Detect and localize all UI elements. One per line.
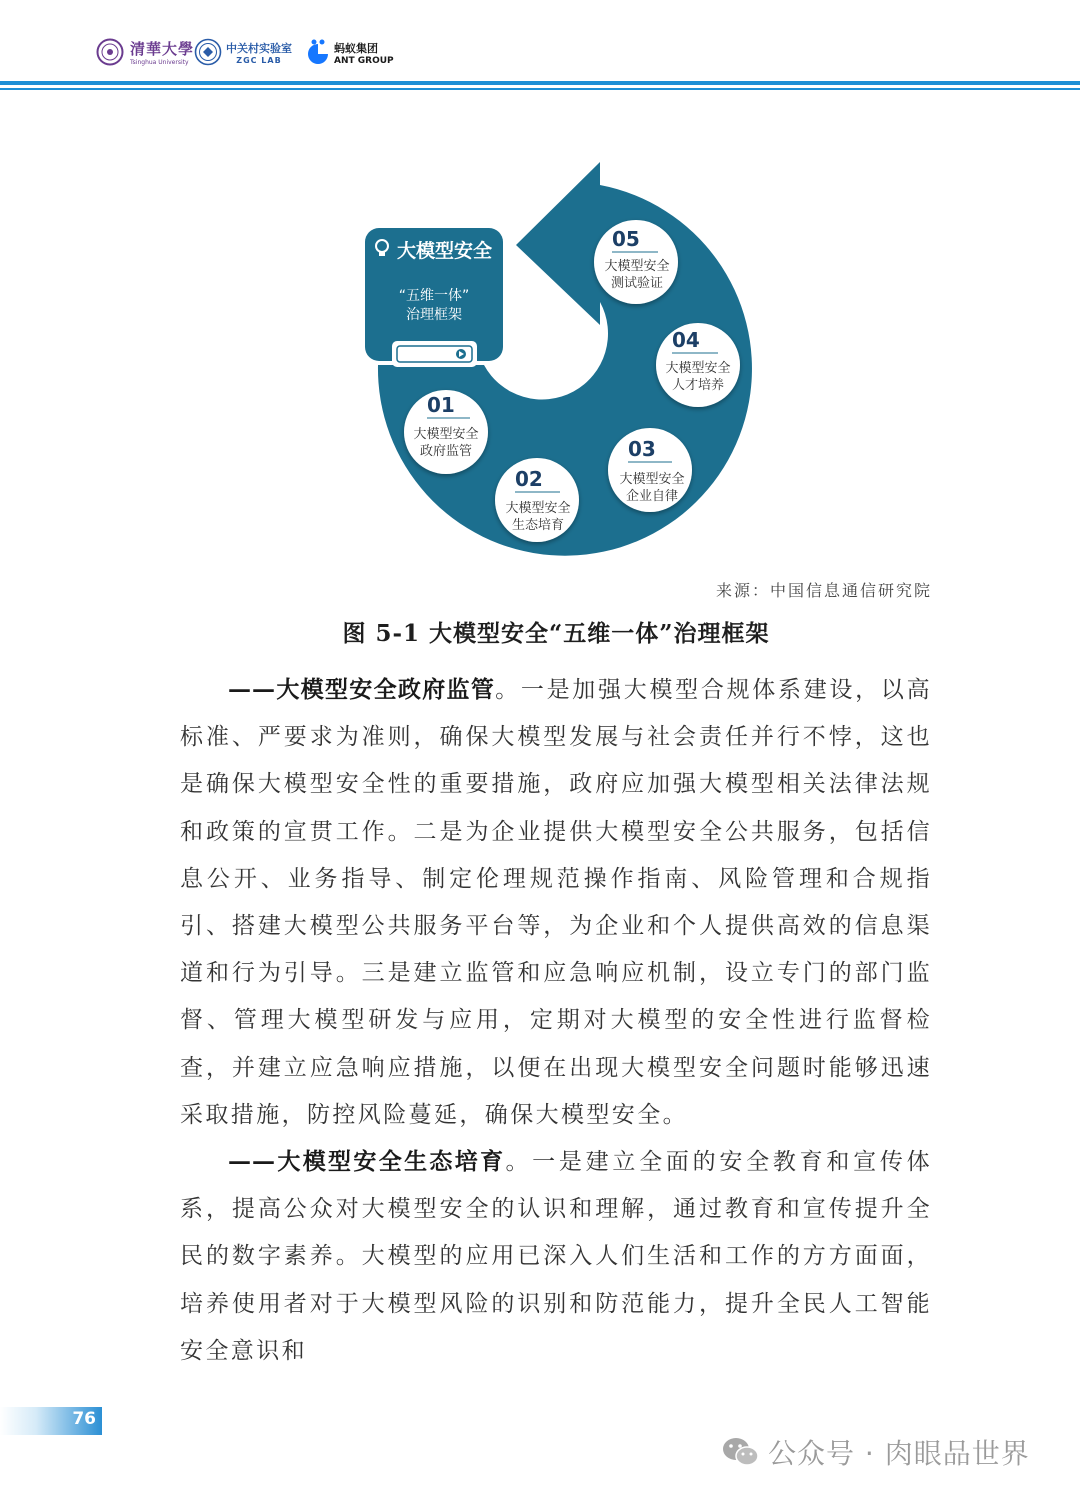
page-number: 76 (72, 1409, 96, 1429)
zgc-sub: ZGC LAB (236, 55, 282, 65)
paragraph-2-text: 。一是建立全面的安全教育和宣传体系，提高公众对大模型安全的认识和理解，通过教育和宣传提升全民的数字素养。大模型的应用已深入人们生活和工作的方方面面，培养使用者对于大模型风险的识别和防范能力，提升全民人工智能安全意识和 (180, 1149, 932, 1364)
page-header (0, 0, 1080, 96)
five-dimension-diagram (360, 160, 760, 570)
item-02-line2: 生态培育 (511, 518, 565, 533)
item-02-num: 02 (515, 467, 543, 491)
item-05-line1: 大模型安全 (604, 259, 670, 274)
paragraph-2-lead: ——大模型安全生态培育 (228, 1148, 506, 1175)
paragraph-1-lead: ——大模型安全政府监管 (228, 676, 496, 703)
tsinghua-seal-icon (96, 38, 124, 66)
item-04-line1: 大模型安全 (665, 361, 731, 376)
cycle-diagram (360, 160, 760, 570)
item-01-num: 01 (427, 393, 455, 417)
item-03-line2: 企业自律 (625, 489, 679, 504)
item-04-num: 04 (672, 328, 700, 352)
item-03-num: 03 (628, 437, 656, 461)
item-01-line2: 政府监管 (419, 444, 473, 459)
zgc-seal-icon (194, 38, 222, 66)
paragraph-ecosystem-cultivation (180, 1138, 932, 1375)
header-rule-thin (0, 88, 1080, 90)
watermark-text: 公众号 · 肉眼品世界 (768, 1437, 1030, 1470)
ant-sub: ANT GROUP (334, 56, 394, 66)
paragraph-1-text: 。一是加强大模型合规体系建设，以高标准、严要求为准则，确保大模型发展与社会责任并行不悖，这也是确保大模型安全性的重要措施，政府应加强大模型相关法律法规和政策的宣贯工作。二是为企业提供大模型安全公共服务，包括信息公开、业务指导、制定伦理规范操作指南、风险管理和合规指引、搭建大模型公共服务平台等，为企业和个人提供高效的信息渠道和行为引导。三是建立监管和应急响应机制，设立专门的部门监督、管理大模型研发与应用，定期对大模型的安全性进行监督检查，并建立应急响应措施，以便在出现大模型安全问题时能够迅速采取措施，防控风险蔓延，确保大模型安全。 (180, 677, 932, 1128)
tsinghua-logo (96, 38, 194, 66)
figure-source: 来源：中国信息通信研究院 (715, 581, 932, 600)
zgc-lab-logo (194, 38, 292, 66)
item-02-line1: 大模型安全 (505, 501, 571, 516)
ant-icon (305, 38, 331, 68)
title-box (365, 228, 503, 367)
ant-group-logo (305, 38, 394, 68)
item-05-num: 05 (612, 227, 640, 251)
tsinghua-sub: Tsinghua University (130, 59, 189, 66)
item-01-line1: 大模型安全 (413, 427, 479, 442)
header-rule-thick (0, 81, 1080, 85)
ant-name: 蚂蚁集团 (334, 42, 378, 55)
diagram-title: 大模型安全 (397, 240, 493, 262)
item-04-line2: 人才培养 (671, 378, 725, 393)
zgc-name: 中关村实验室 (226, 41, 292, 55)
item-05-line2: 测试验证 (610, 276, 664, 291)
wechat-icon (722, 1436, 760, 1468)
paragraph-government-regulation (180, 666, 932, 1139)
tsinghua-name: 清華大學 (130, 40, 195, 58)
diagram-subtitle-1: “五维一体” (398, 288, 470, 304)
figure-caption: 图 5-1 大模型安全“五维一体”治理框架 (342, 620, 770, 647)
diagram-subtitle-2: 治理框架 (406, 307, 462, 323)
wechat-watermark (722, 1432, 1030, 1472)
item-03-line1: 大模型安全 (619, 472, 685, 487)
